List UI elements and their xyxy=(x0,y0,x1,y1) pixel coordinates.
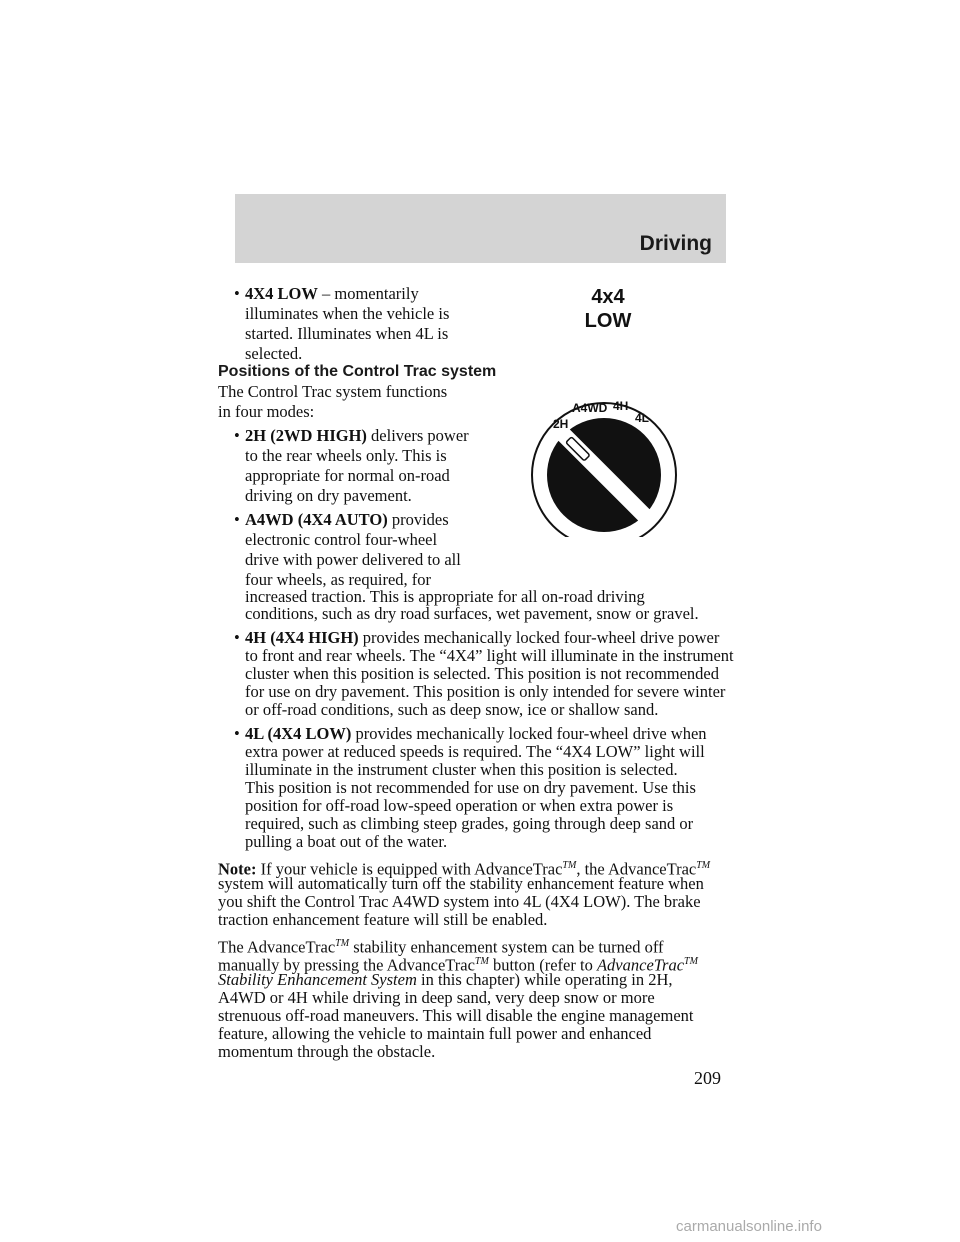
mode-2h-line-2: to the rear wheels only. This is xyxy=(245,446,447,465)
trademark: TM xyxy=(562,860,577,871)
mode-4h-line-1: 4H (4X4 HIGH) provides mechanically locked four-wheel drive power xyxy=(245,628,720,647)
mode-a4wd-line-4: four wheels, as required, for xyxy=(245,570,432,589)
note-line-3: you shift the Control Trac A4WD system into 4L (4X4 LOW). The brake xyxy=(218,892,701,911)
sub-heading: Positions of the Control Trac system xyxy=(218,363,497,380)
term-2h: 2H (2WD HIGH) xyxy=(245,426,367,445)
bullet: • xyxy=(234,284,240,303)
control-trac-dial-icon xyxy=(528,392,683,537)
term-a4wd: A4WD (4X4 AUTO) xyxy=(245,510,388,529)
mode-4l-line-4: This position is not recommended for use on dry pavement. Use this xyxy=(245,778,696,797)
mode-4l-line-2: extra power at reduced speeds is required. The “4X4 LOW” light will xyxy=(245,742,705,761)
mode-4l-line-5: position for off-road low-speed operation or when extra power is xyxy=(245,796,674,815)
term-4l: 4L (4X4 LOW) xyxy=(245,724,352,743)
dial-label-4h: 4H xyxy=(613,399,629,413)
para-line-1: The AdvanceTrac™ stability enhancement system can be turned off xyxy=(218,937,664,957)
trademark: TM xyxy=(696,860,711,871)
4x4-low-indicator-icon xyxy=(560,285,656,333)
mode-a4wd-line-1: A4WD (4X4 AUTO) provides xyxy=(245,510,449,529)
para-line-6: feature, allowing the vehicle to maintain full power and enhanced xyxy=(218,1024,652,1043)
trademark: TM xyxy=(335,938,350,949)
section-title: Driving xyxy=(639,232,712,255)
trademark: TM xyxy=(474,956,489,967)
para-line-4: A4WD or 4H while driving in deep sand, very deep snow or more xyxy=(218,988,655,1007)
indicator-line-2: LOW xyxy=(584,310,632,332)
watermark: carmanualsonline.info xyxy=(676,1218,822,1235)
mode-4h-line-4: for use on dry pavement. This position is only intended for severe winter xyxy=(245,682,726,701)
para-line-7: momentum through the obstacle. xyxy=(218,1042,436,1061)
bullet-4x4-low-line-3: started. Illuminates when 4L is xyxy=(245,324,449,343)
bullet: • xyxy=(234,426,240,445)
intro-line-2: in four modes: xyxy=(218,402,315,421)
bullet: • xyxy=(234,510,240,529)
dial-label-a4wd: A4WD xyxy=(572,401,608,415)
term-4x4-low: 4X4 LOW xyxy=(245,284,318,303)
bullet: • xyxy=(234,628,240,647)
mode-a4wd-line-5: increased traction. This is appropriate for all on-road driving xyxy=(245,587,645,606)
para-line-5: strenuous off-road maneuvers. This will disable the engine management xyxy=(218,1006,694,1025)
mode-4h-line-3: cluster when this position is selected. This position is not recommended xyxy=(245,664,720,683)
para-line-2: manually by pressing the AdvanceTrac™ button (refer to AdvanceTrac™ xyxy=(218,955,698,975)
mode-4l-line-3: illuminate in the instrument cluster when this position is selected. xyxy=(245,760,678,779)
note-line-4: traction enhancement feature will still be enabled. xyxy=(218,910,548,929)
mode-a4wd-line-3: drive with power delivered to all xyxy=(245,550,461,569)
bullet: • xyxy=(234,724,240,743)
mode-4h-line-2: to front and rear wheels. The “4X4” light will illuminate in the instrument xyxy=(245,646,734,665)
mode-2h-line-3: appropriate for normal on-road xyxy=(245,466,450,485)
mode-4l-line-6: required, such as climbing steep grades, going through deep sand or xyxy=(245,814,694,833)
mode-2h-line-4: driving on dry pavement. xyxy=(245,486,412,505)
trademark: TM xyxy=(684,956,698,967)
mode-2h-line-1: 2H (2WD HIGH) delivers power xyxy=(245,426,469,445)
section-header xyxy=(235,194,726,263)
mode-4l-line-7: pulling a boat out of the water. xyxy=(245,832,448,851)
mode-a4wd-line-6: conditions, such as dry road surfaces, wet pavement, snow or gravel. xyxy=(245,604,699,623)
mode-a4wd-line-2: electronic control four-wheel xyxy=(245,530,438,549)
bullet-4x4-low-line-4: selected. xyxy=(245,344,303,363)
note-line-2: system will automatically turn off the stability enhancement feature when xyxy=(218,874,704,893)
bullet-4x4-low-line-2: illuminates when the vehicle is xyxy=(245,304,450,323)
note-line-1: Note: If your vehicle is equipped with AdvanceTrac™, the AdvanceTrac™ xyxy=(218,859,711,879)
para-line-3: Stability Enhancement System in this chapter) while operating in 2H, xyxy=(218,970,673,989)
dial-label-2h: 2H xyxy=(553,417,569,431)
intro-line-1: The Control Trac system functions xyxy=(218,382,448,401)
indicator-line-1: 4x4 xyxy=(591,286,625,308)
mode-4h-line-5: or off-road conditions, such as deep snow, ice or shallow sand. xyxy=(245,700,659,719)
bullet-4x4-low-line-1: 4X4 LOW – momentarily xyxy=(245,284,419,303)
term-4h: 4H (4X4 HIGH) xyxy=(245,628,359,647)
note-label: Note: xyxy=(218,859,257,879)
dial-label-4l: 4L xyxy=(635,411,650,425)
mode-4l-line-1: 4L (4X4 LOW) provides mechanically locked four-wheel drive when xyxy=(245,724,707,743)
page-number: 209 xyxy=(694,1068,721,1088)
